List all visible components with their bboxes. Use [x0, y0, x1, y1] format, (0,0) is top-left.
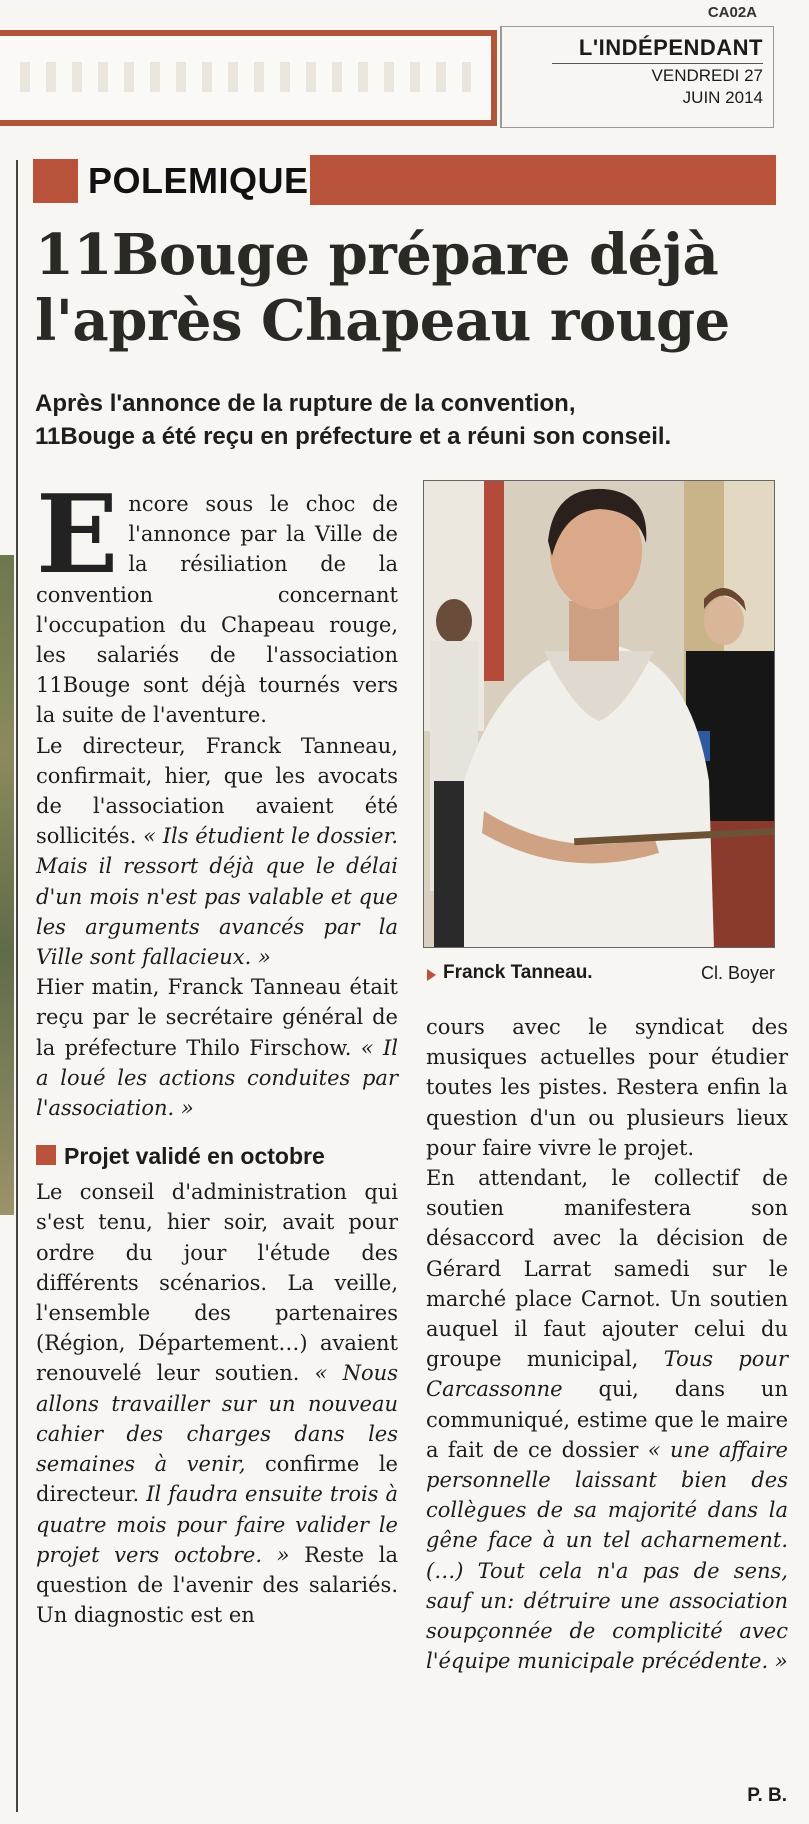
rubric-bar: [33, 155, 776, 207]
paragraph-2-quote: « Ils étudient le dossier. Mais il ressort déjà que le délai d'un mois n'est pas valable et que les arguments avancés par la Ville sont fallacieux. »: [36, 824, 398, 970]
headline-line-1: 11Bouge prépare déjà: [35, 222, 719, 288]
date-line-1: VENDREDI 27: [651, 66, 763, 85]
standfirst-line-2: 11Bouge a été reçu en préfecture et a réuni son conseil.: [35, 423, 672, 450]
headline: [35, 222, 780, 354]
standfirst-line-1: Après l'annonce de la rupture de la convention,: [35, 390, 576, 417]
paragraph-1-text: ncore sous le choc de l'annonce par la Ville de la résiliation de la convention concernant l'occupation du Chapeau rouge, les salariés de l'association 11Bouge sont déjà tournés vers la suite de l'aventure.: [36, 492, 398, 728]
paragraph-3-text: Hier matin, Franck Tanneau était reçu par le secrétaire général de la préfecture Thilo Firschow.: [36, 975, 398, 1060]
article-column-2: [426, 1012, 788, 1676]
photo-caption: [423, 962, 775, 988]
rubric-label: POLEMIQUE: [88, 160, 309, 201]
paragraph-4-quote-2: Il faudra ensuite trois à quatre mois pour faire valider le projet vers octobre. »: [36, 1482, 398, 1567]
paragraph-4-quote-1: « Nous allons travailler sur un nouveau cahier des charges dans les semaines à venir,: [36, 1361, 398, 1477]
paragraph-6-group: Tous pour Carcassonne: [426, 1347, 788, 1402]
headline-line-2: l'après Chapeau rouge: [35, 288, 730, 354]
column-rule: [16, 160, 18, 1812]
paragraph-6-text-b: qui, dans un communiqué, estime que le maire a fait de ce dossier: [426, 1377, 788, 1462]
paragraph-3: [36, 972, 398, 1123]
subheading: [36, 1141, 398, 1171]
paragraph-4-mid: confirme le directeur.: [36, 1452, 398, 1507]
article-photo: [423, 480, 775, 948]
paragraph-3-quote: « Il a loué les actions conduites par l'association. »: [36, 1035, 398, 1121]
photo-credit: Cl. Boyer: [700, 963, 775, 983]
author-signature: P. B.: [747, 1785, 787, 1806]
subheading-text: Projet validé en octobre: [64, 1143, 325, 1170]
rubric-square: [33, 159, 78, 203]
paragraph-6-text-a: En attendant, le collectif de soutien manifestera son désaccord avec la décision de Gérard Larrat samedi sur le marché place Carnot. Un soutien auquel il faut ajouter celui du groupe municipal,: [426, 1166, 788, 1372]
date-line-2: JUIN 2014: [682, 88, 763, 107]
page-code: CA02A: [707, 4, 757, 21]
paragraph-4-text: Le conseil d'administration qui s'est tenu, hier soir, avait pour ordre du jour l'étude des différents scénarios. La veille, l'ensemble des partenaires (Région, Département…) avaient renouvelé leur soutien.: [36, 1180, 398, 1386]
subheading-square: [36, 1145, 56, 1165]
paragraph-6: [426, 1163, 788, 1676]
standfirst: [35, 387, 780, 453]
article-column-1: [36, 472, 398, 1630]
paragraph-5: cours avec le syndicat des musiques actuelles pour étudier toutes les pistes. Restera enfin la question d'un ou plusieurs lieux pour faire vivre le projet.: [426, 1015, 788, 1160]
paragraph-6-quote: « une affaire personnelle laissant bien des collègues de sa majorité dans la gêne face à un tel acharnement. (…) Tout cela n'a pas de sens, sauf un: détruire une association soupçonnée de complicité avec l'équipe municipale précédente. »: [426, 1437, 788, 1674]
caption-text: Franck Tanneau.: [443, 962, 593, 983]
adjacent-photo-edge: [0, 555, 14, 1215]
masthead: [500, 26, 774, 128]
paragraph-2-text: Le directeur, Franck Tanneau, confirmait, hier, que les avocats de l'association avaient été sollicités.: [36, 733, 398, 849]
advert-banner: [0, 30, 497, 126]
paragraph-4: [36, 1177, 398, 1630]
paragraph-2: [36, 731, 398, 973]
photo-illustration: [424, 481, 775, 948]
paragraph-4-end: Reste la question de l'avenir des salariés. Un diagnostic est en: [36, 1542, 398, 1628]
caption-marker: [427, 969, 436, 981]
drop-cap: E: [36, 472, 119, 598]
paragraph-1: [36, 472, 398, 731]
newspaper-name: L'INDÉPENDANT: [552, 35, 763, 64]
rubric-stripe: [310, 155, 776, 205]
